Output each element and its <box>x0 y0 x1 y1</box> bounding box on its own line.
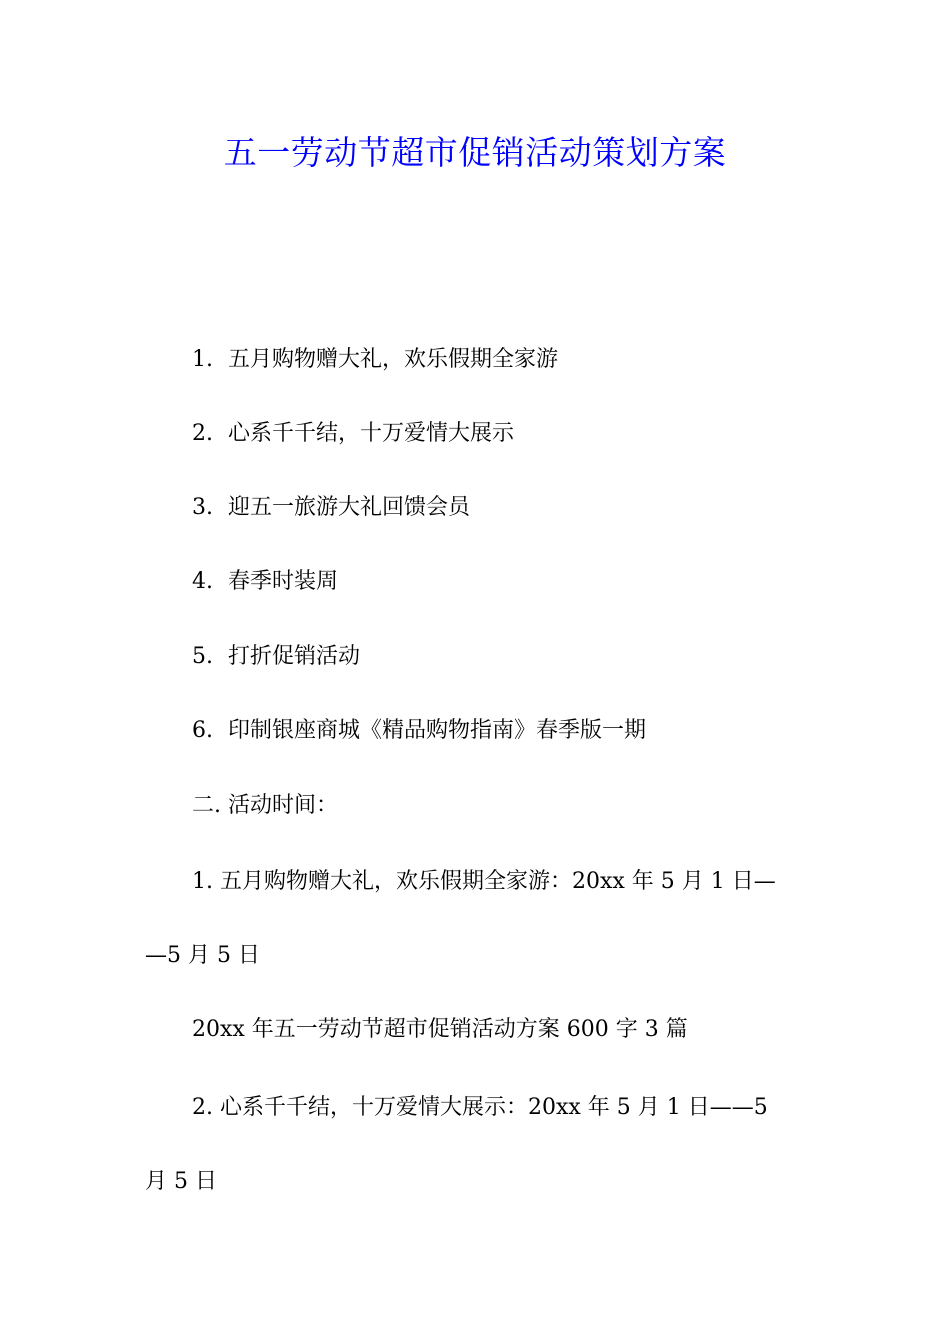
paragraph-line: 2. 心系千千结，十万爱情大展示：20xx 年 5 月 1 日——5 <box>192 1095 768 1120</box>
list-item-text: 打折促销活动 <box>228 644 361 669</box>
list-item-number: 2. <box>192 421 213 446</box>
list-item <box>192 417 514 451</box>
page-title: 五一劳动节超市促销活动策划方案 <box>223 133 727 172</box>
list-item-number: 3. <box>192 495 213 520</box>
list-item <box>192 491 470 525</box>
paragraph-line: —5 月 5 日 <box>145 943 260 968</box>
list-item-text: 心系千千结，十万爱情大展示 <box>228 421 515 446</box>
inserted-title-line: 20xx 年五一劳动节超市促销活动方案 600 字 3 篇 <box>192 1017 688 1042</box>
list-item-number: 1. <box>192 347 213 372</box>
list-item-text: 春季时装周 <box>228 569 339 594</box>
list-item-text: 五月购物赠大礼，欢乐假期全家游 <box>228 347 559 372</box>
list-item <box>192 565 338 599</box>
list-item-text: 印制银座商城《精品购物指南》春季版一期 <box>228 718 647 743</box>
list-item <box>192 640 360 674</box>
list-item <box>192 343 558 377</box>
list-item <box>192 714 646 748</box>
list-item-number: 4. <box>192 569 213 594</box>
section-heading: 二. 活动时间： <box>192 793 338 818</box>
list-item-number: 5. <box>192 644 213 669</box>
list-item-text: 迎五一旅游大礼回馈会员 <box>228 495 471 520</box>
paragraph-line: 1. 五月购物赠大礼，欢乐假期全家游：20xx 年 5 月 1 日— <box>192 869 776 894</box>
list-item-number: 6. <box>192 718 213 743</box>
paragraph-line: 月 5 日 <box>145 1169 217 1194</box>
